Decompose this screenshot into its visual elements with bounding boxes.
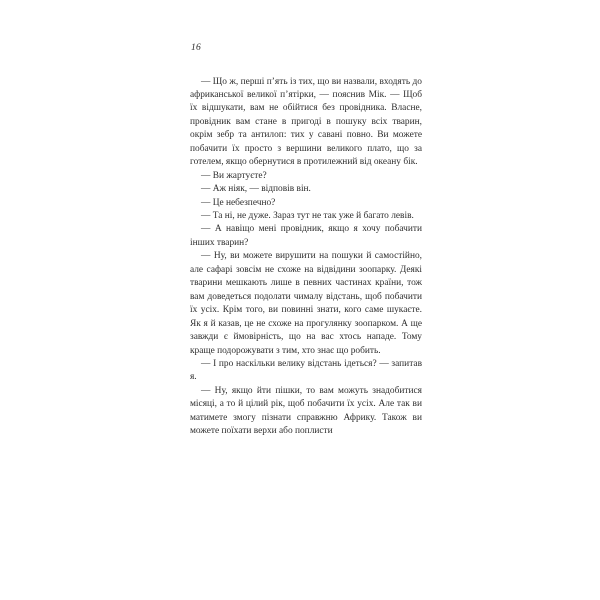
paragraph: — Аж ніяк, — відповів він. xyxy=(201,184,311,195)
paragraph: — Ну, ви можете вирушити на пошуки й самостійно, але сафарі зовсім не схоже на відвідини зоопарку. Деякі тварини мешкають лише в певних частинах країни, тож вам доведеться подолати чималу відстань, щоб побачити їх усіх. Крім того, ви повинні знати, кого саме шукаєте. Як я й казав, це не схоже на прогулянку зоопарком. А ще завжди є ймовірність, що на вас хтось нападе. Тому краще подорожувати з тим, хто знає що робить. xyxy=(190,251,422,356)
page-number: 16 xyxy=(191,43,201,53)
paragraph: — Ви жартуєте? xyxy=(201,170,267,181)
paragraph: — Та ні, не дуже. Зараз тут не так уже й багато левів. xyxy=(201,211,414,222)
text-block xyxy=(190,44,422,439)
paragraph: — І про наскільки велику відстань ідеться? — запитав я. xyxy=(190,359,422,383)
paragraph: — Це небезпечно? xyxy=(201,197,276,208)
paragraph: — А навіщо мені провідник, якщо я хочу побачити інших тварин? xyxy=(190,224,422,248)
body-text xyxy=(190,76,422,439)
paragraph: — Ну, якщо йти пішки, то вам можуть знадобитися місяці, а то й цілий рік, щоб побачити їх усіх. Але так ви матимете змогу пізнати справжню Африку. Також ви можете поїхати верхи або поплисти xyxy=(190,385,422,437)
paragraph: — Що ж, перші п’ять із тих, що ви назвали, входять до африканської великої п’ятірки, — пояснив Мік. — Щоб їх відшукати, вам не обійтися без провідника. Власне, провідник вам стане в пригоді в пошуку всіх тварин, окрім зебр та антилоп: тих у савані повно. Ви можете побачити їх просто з вершини великого плато, що за готелем, якщо обернутися в протилежний від океану бік. xyxy=(190,76,422,168)
